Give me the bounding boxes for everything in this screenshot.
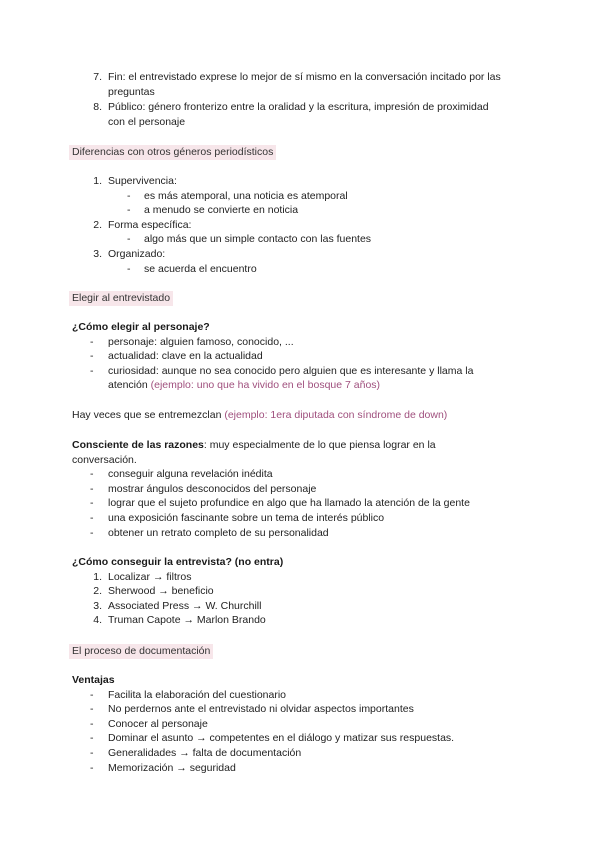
- list-item-text: actualidad: clave en la actualidad: [108, 350, 263, 363]
- list-item: [72, 70, 532, 99]
- conseguir-block: [72, 555, 532, 628]
- subheading: Ventajas: [72, 674, 115, 686]
- consciente-block: [72, 438, 532, 540]
- list-item-text: Fin: el entrevistado exprese lo mejor de sí mismo en la conversación incitado por las: [108, 71, 501, 83]
- section-heading-text: Diferencias con otros géneros periodísticos: [69, 145, 276, 160]
- list-item: [72, 496, 532, 511]
- list-item: [72, 482, 532, 497]
- list-item-text: personaje: alguien famoso, conocido, ...: [108, 335, 294, 348]
- list-item-text: una exposición fascinante sobre un tema de interés público: [108, 511, 385, 524]
- dash-bullet: -: [90, 468, 94, 481]
- list-number: 3.: [93, 247, 102, 260]
- sub-list-item: [72, 232, 532, 247]
- sub-list-item: [72, 262, 532, 277]
- list-number: 4.: [93, 614, 102, 627]
- list-item-text: Associated Press → W. Churchill: [108, 599, 262, 612]
- list-number: 2.: [93, 218, 102, 231]
- list-item: [72, 467, 532, 482]
- list-item: [72, 364, 532, 393]
- subheading: ¿Cómo elegir al personaje?: [72, 321, 210, 333]
- list-item-text: No perdernos ante el entrevistado ni olvidar aspectos importantes: [108, 703, 414, 716]
- list-item-text: Localizar → filtros: [108, 570, 192, 583]
- section-heading-diferencias: [72, 145, 532, 160]
- list-item-text: Generalidades → falta de documentación: [108, 746, 302, 759]
- diferencias-list: [72, 174, 532, 276]
- example-text: (ejemplo: uno que ha vivido en el bosque 7 años): [150, 379, 381, 392]
- dash-bullet: -: [90, 350, 94, 363]
- paragraph: Consciente de las razones: muy especialmente de lo que piensa lograr en la: [72, 439, 436, 451]
- dash-bullet: -: [127, 233, 131, 246]
- list-item: [72, 247, 532, 262]
- list-number: 2.: [93, 585, 102, 598]
- list-item-text: conseguir alguna revelación inédita: [108, 468, 273, 481]
- list-item-text: Conocer al personaje: [108, 717, 208, 730]
- dash-bullet: -: [127, 262, 131, 275]
- section-heading-text: Elegir al entrevistado: [69, 291, 173, 306]
- list-item-text: curiosidad: aunque no sea conocido pero alguien que es interesante y llama la: [108, 364, 474, 377]
- subheading: ¿Cómo conseguir la entrevista? (no entra): [72, 556, 284, 568]
- sub-list-item: [72, 189, 532, 204]
- dash-bullet: -: [127, 204, 131, 217]
- section-heading-text: El proceso de documentación: [69, 644, 213, 659]
- dash-bullet: -: [90, 526, 94, 539]
- dash-bullet: -: [90, 335, 94, 348]
- list-item: [72, 599, 532, 614]
- list-item-text: Forma específica:: [108, 218, 192, 231]
- list-item-text: mostrar ángulos desconocidos del personaje: [108, 482, 317, 495]
- list-item: [72, 717, 532, 732]
- list-item-text: atención (ejemplo: uno que ha vivido en el bosque 7 años): [108, 379, 381, 392]
- list-number: 1.: [93, 570, 102, 583]
- section-heading-proceso: [72, 644, 532, 659]
- list-item: [72, 526, 532, 541]
- list-item: [72, 688, 532, 703]
- list-item-text: obtener un retrato completo de su personalidad: [108, 526, 329, 539]
- sub-list-item-text: se acuerda el encuentro: [144, 262, 257, 275]
- sub-list-item-text: a menudo se convierte en noticia: [144, 204, 299, 217]
- sub-list-item-text: algo más que un simple contacto con las fuentes: [144, 233, 372, 246]
- example-text: (ejemplo: 1era diputada con síndrome de down): [224, 409, 448, 421]
- list-item-text: Dominar el asunto → competentes en el diálogo y matizar sus respuestas.: [108, 732, 455, 745]
- sub-list-item-text: es más atemporal, una noticia es atemporal: [144, 189, 348, 202]
- list-item: [72, 702, 532, 717]
- entremezclan-paragraph: Hay veces que se entremezclan (ejemplo: 1era diputada con síndrome de down): [72, 409, 448, 421]
- list-item: [72, 511, 532, 526]
- list-item: [72, 174, 532, 189]
- list-item-text: lograr que el sujeto profundice en algo que ha llamado la atención de la gente: [108, 497, 470, 510]
- list-item-text: Facilita la elaboración del cuestionario: [108, 688, 287, 701]
- list-item-text: con el personaje: [108, 115, 186, 128]
- dash-bullet: -: [90, 482, 94, 495]
- sub-list-item: [72, 203, 532, 218]
- list-item-text: preguntas: [108, 85, 155, 98]
- dash-bullet: -: [90, 703, 94, 716]
- list-item: [72, 349, 532, 364]
- dash-bullet: -: [90, 497, 94, 510]
- list-number: 1.: [93, 175, 102, 187]
- dash-bullet: -: [90, 364, 94, 377]
- dash-bullet: -: [90, 511, 94, 524]
- top-numbered-list: [72, 70, 532, 129]
- list-item-text: Supervivencia:: [108, 175, 177, 187]
- list-item: [72, 100, 532, 129]
- dash-bullet: -: [90, 761, 94, 774]
- dash-bullet: -: [90, 732, 94, 745]
- dash-bullet: -: [90, 746, 94, 759]
- list-number: 3.: [93, 599, 102, 612]
- list-item: [72, 218, 532, 233]
- dash-bullet: -: [90, 688, 94, 701]
- list-item-text: Organizado:: [108, 247, 166, 260]
- ventajas-block: [72, 673, 532, 775]
- dash-bullet: -: [127, 189, 131, 202]
- list-item: [72, 335, 532, 350]
- paragraph: conversación.: [72, 453, 137, 466]
- como-elegir-block: [72, 320, 532, 393]
- list-item-text: Público: género fronterizo entre la oralidad y la escritura, impresión de proximidad: [108, 101, 489, 114]
- dash-bullet: -: [90, 717, 94, 730]
- list-item-text: Sherwood → beneficio: [108, 585, 214, 598]
- list-item: [72, 761, 532, 776]
- list-item: [72, 731, 532, 746]
- list-item: [72, 613, 532, 628]
- list-number: 8.: [93, 101, 102, 114]
- list-item-text: Truman Capote → Marlon Brando: [108, 614, 266, 627]
- list-item: [72, 746, 532, 761]
- section-heading-elegir: [72, 291, 532, 306]
- list-item-text: Memorización → seguridad: [108, 761, 236, 774]
- list-item: [72, 570, 532, 585]
- list-number: 7.: [93, 71, 102, 83]
- list-item: [72, 584, 532, 599]
